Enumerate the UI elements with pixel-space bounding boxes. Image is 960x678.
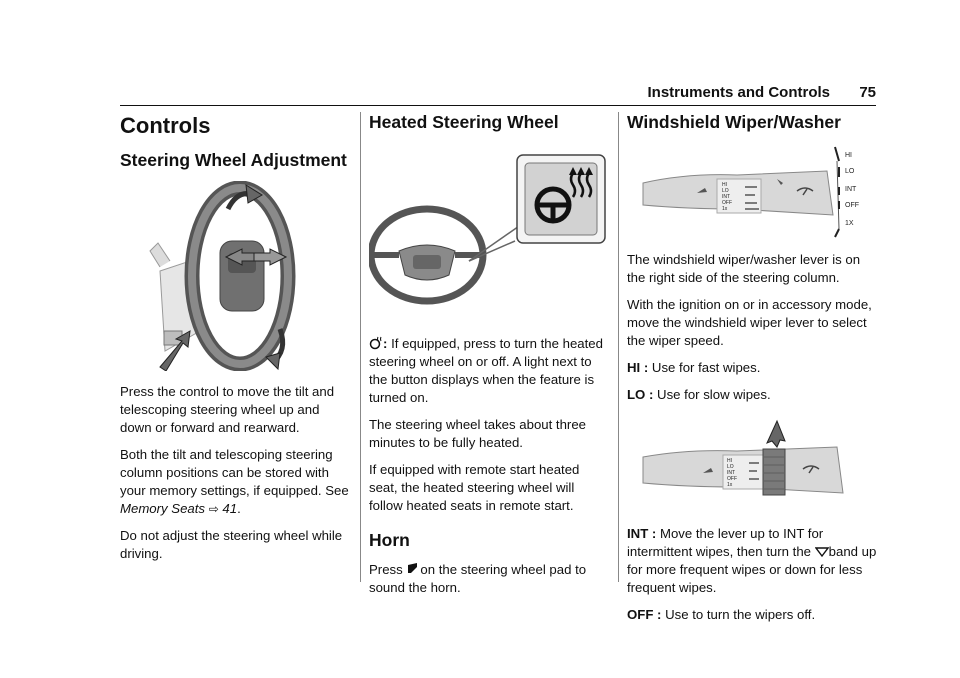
svg-text:OFF: OFF	[845, 202, 859, 209]
heated-wheel-icon	[369, 336, 383, 350]
heated-wheel-paragraph-2: The steering wheel takes about three minutes to be fully heated.	[369, 417, 586, 450]
heated-wheel-paragraph-1: : If equipped, press to turn the heated steering wheel on or off. A light next to the button displays when the feature is turned on.	[369, 336, 603, 405]
arrow-icon	[767, 421, 785, 447]
horn-icon	[406, 562, 420, 576]
page-title: Controls	[120, 113, 211, 138]
wiper-int-paragraph: INT : Move the lever up to INT for intermittent wipes, then turn the band up for more frequent wipes or down for less frequent wipes.	[627, 526, 877, 595]
svg-text:LO: LO	[845, 168, 855, 175]
svg-text:INT: INT	[727, 470, 736, 476]
wiper-washer-heading: Windshield Wiper/Washer	[627, 112, 841, 132]
memory-seats-link[interactable]: Memory Seats	[120, 501, 206, 516]
wiper-lo-paragraph: LO : Use for slow wipes.	[627, 387, 771, 402]
steering-adjust-heading: Steering Wheel Adjustment	[120, 150, 347, 170]
svg-text:INT: INT	[722, 194, 731, 200]
svg-text:1x: 1x	[727, 482, 733, 488]
wiper-hi-paragraph: HI : Use for fast wipes.	[627, 360, 761, 375]
steering-adjust-paragraph-1: Press the control to move the tilt and telescoping steering wheel up and down or forward and rearward.	[120, 384, 335, 435]
wiper-band-icon	[815, 546, 829, 558]
wiper-band-figure	[627, 413, 877, 513]
steering-adjust-paragraph-2: Both the tilt and telescoping steering column positions can be stored with your memory settings, if equipped. See Memory Seats ⇨ 41.	[120, 447, 349, 516]
svg-text:HI: HI	[722, 182, 727, 188]
svg-text:HI: HI	[727, 458, 732, 464]
page-number: 75	[859, 84, 876, 101]
svg-text:LO: LO	[727, 464, 734, 470]
svg-text:OFF: OFF	[722, 200, 732, 206]
steering-wheel-adjustment-figure	[120, 181, 352, 371]
svg-text:1X: 1X	[845, 220, 854, 227]
page-header	[120, 84, 876, 106]
column-divider-2	[618, 112, 619, 582]
column-3	[627, 110, 877, 633]
section-title: Instruments and Controls	[647, 84, 830, 101]
svg-text:HI: HI	[845, 152, 852, 159]
steering-adjust-paragraph-3: Do not adjust the steering wheel while driving.	[120, 528, 343, 561]
column-2	[369, 110, 609, 606]
column-divider-1	[360, 112, 361, 582]
svg-text:1x: 1x	[722, 206, 728, 212]
svg-text:OFF: OFF	[727, 476, 737, 482]
wiper-paragraph-1: The windshield wiper/washer lever is on the right side of the steering column.	[627, 252, 861, 285]
header-rule	[120, 105, 876, 106]
wiper-lever-figure	[627, 143, 877, 239]
wiper-off-paragraph: OFF : Use to turn the wipers off.	[627, 607, 816, 622]
page-reference-arrow: ⇨	[208, 502, 219, 516]
heated-wheel-heading: Heated Steering Wheel	[369, 112, 559, 132]
memory-seats-page[interactable]: 41	[222, 501, 238, 516]
horn-paragraph: Press on the steering wheel pad to sound the horn.	[369, 562, 587, 595]
heated-steering-wheel-figure	[369, 143, 609, 323]
column-1	[120, 110, 352, 572]
heated-wheel-paragraph-3: If equipped with remote start heated seat, the heated steering wheel will follow heated seats in remote start.	[369, 462, 580, 513]
svg-text:INT: INT	[845, 186, 857, 193]
horn-heading: Horn	[369, 530, 410, 550]
svg-text:LO: LO	[722, 188, 729, 194]
wiper-paragraph-2: With the ignition on or in accessory mode, move the windshield wiper lever to select the wiper speed.	[627, 297, 872, 348]
